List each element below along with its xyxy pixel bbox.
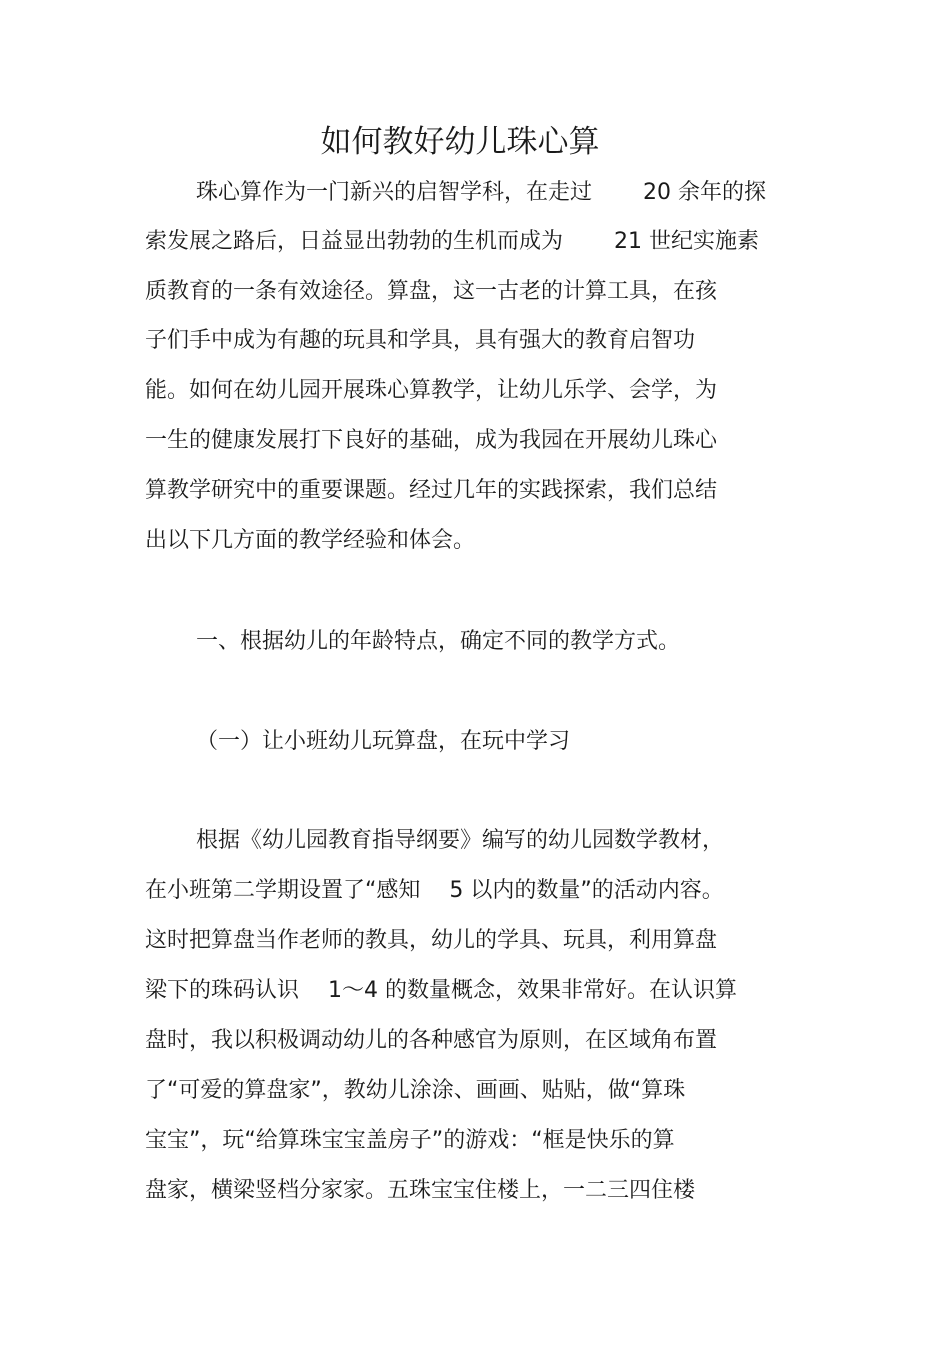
paragraph-line: 盘家，横梁竖档分家家。五珠宝宝住楼上，一二三四住楼	[145, 1178, 696, 1203]
paragraph-line: 了“可爱的算盘家”，教幼儿涂涂、画画、贴贴，做“算珠	[145, 1078, 686, 1103]
paragraph-line: 在小班第二学期设置了“感知 5 以内的数量”的活动内容。	[145, 878, 724, 903]
paragraph-line: 盘时，我以积极调动幼儿的各种感官为原则，在区域角布置	[145, 1028, 718, 1053]
paragraph-line: 索发展之路后，日益显出勃勃的生机而成为 21 世纪实施素	[145, 229, 759, 254]
subsection-heading: （一）让小班幼儿玩算盘，在玩中学习	[196, 729, 571, 754]
paragraph-line: 子们手中成为有趣的玩具和学具，具有强大的教育启智功	[145, 328, 696, 353]
paragraph-line: 梁下的珠码认识 1～4 的数量概念，效果非常好。在认识算	[145, 978, 737, 1003]
paragraph-line: 这时把算盘当作老师的教具，幼儿的学具、玩具，利用算盘	[145, 928, 718, 953]
paragraph-line: 宝宝”，玩“给算珠宝宝盖房子”的游戏：“框是快乐的算	[145, 1128, 675, 1153]
paragraph-line: 能。如何在幼儿园开展珠心算教学，让幼儿乐学、会学，为	[145, 378, 718, 403]
document-title: 如何教好幼儿珠心算	[320, 124, 600, 160]
paragraph-line: 珠心算作为一门新兴的启智学科，在走过 20 余年的探	[196, 180, 766, 205]
paragraph-line: 质教育的一条有效途径。算盘，这一古老的计算工具，在孩	[145, 279, 718, 304]
paragraph-line: 根据《幼儿园教育指导纲要》编写的幼儿园数学教材，	[196, 828, 725, 853]
paragraph-line: 算教学研究中的重要课题。经过几年的实践探索，我们总结	[145, 478, 718, 503]
section-heading: 一、根据幼儿的年龄特点，确定不同的教学方式。	[196, 629, 681, 654]
paragraph-line: 出以下几方面的教学经验和体会。	[145, 528, 476, 553]
paragraph-line: 一生的健康发展打下良好的基础，成为我园在开展幼儿珠心	[145, 428, 718, 453]
